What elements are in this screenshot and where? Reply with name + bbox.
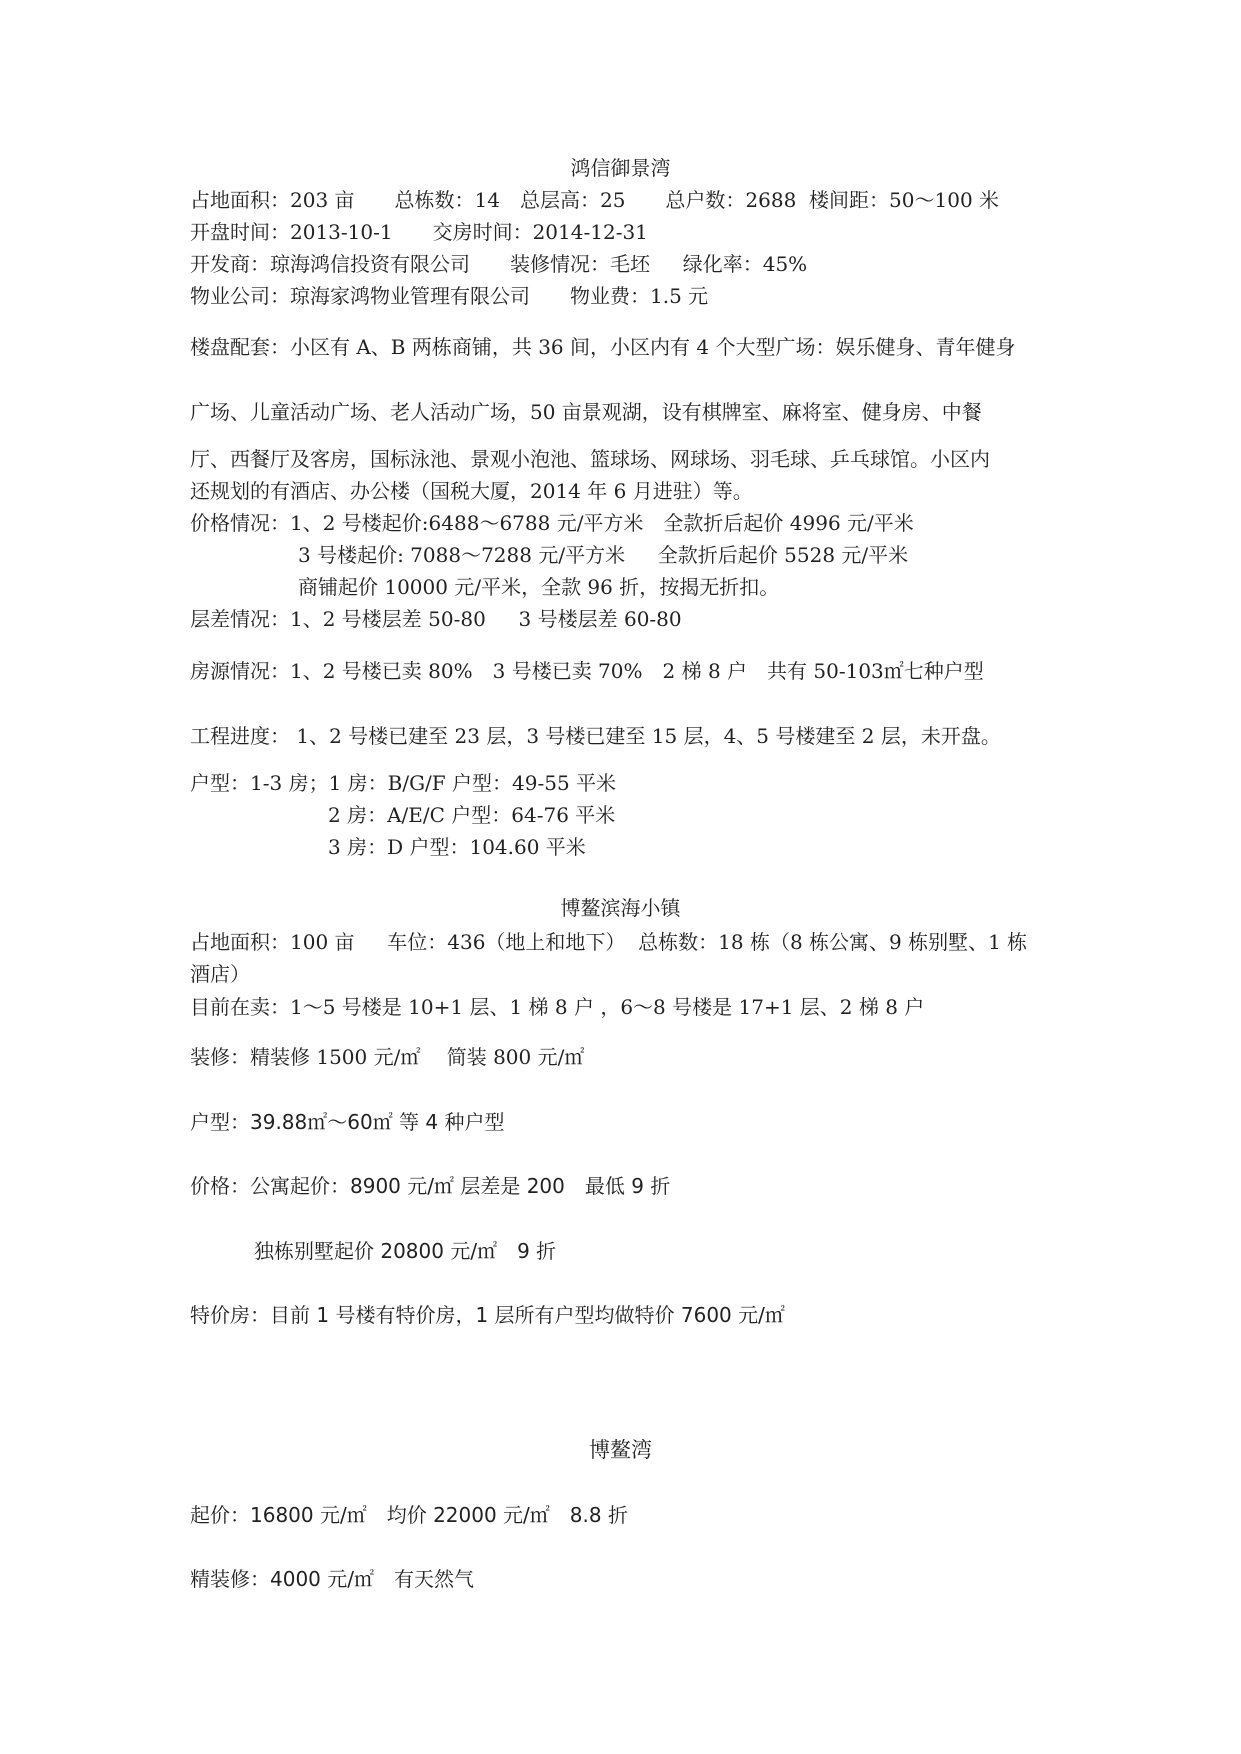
text-line: 3 号楼起价: 7088～7288 元/平方米 全款折后起价 5528 元/平米	[298, 543, 909, 567]
text-line: 酒店）	[190, 962, 250, 986]
text-line: 价格情况：1、2 号楼起价:6488～6788 元/平方米 全款折后起价 4996 元/平米	[190, 511, 914, 535]
text-line: 商铺起价 10000 元/平米，全款 96 折，按揭无折扣。	[298, 575, 780, 599]
text-line: 占地面积：203 亩 总栋数：14 总层高：25 总户数：2688 楼间距：50～100 米	[190, 188, 1000, 212]
text-line: 物业公司：琼海家鸿物业管理有限公司 物业费：1.5 元	[190, 284, 709, 308]
section-title-boao-binhai: 博鳌滨海小镇	[560, 896, 681, 920]
text-line: 占地面积：100 亩 车位：436（地上和地下） 总栋数：18 栋（8 栋公寓、9 栋别墅、1 栋	[190, 930, 1028, 954]
section-title-boao-bay: 博鳌湾	[589, 1438, 652, 1462]
text-line: 楼盘配套：小区有 A、B 两栋商铺，共 36 间，小区内有 4 个大型广场：娱乐健身、青年健身	[190, 335, 1016, 359]
text-line: 特价房：目前 1 号楼有特价房，1 层所有户型均做特价 7600 元/㎡	[190, 1303, 785, 1327]
text-line: 房源情况：1、2 号楼已卖 80% 3 号楼已卖 70% 2 梯 8 户 共有 50-103㎡七种户型	[190, 659, 984, 683]
text-line: 价格：公寓起价：8900 元/㎡ 层差是 200 最低 9 折	[190, 1174, 671, 1198]
text-line: 厅、西餐厅及客房，国标泳池、景观小泡池、篮球场、网球场、羽毛球、乒乓球馆。小区内	[190, 447, 990, 471]
text-line: 开盘时间：2013-10-1 交房时间：2014-12-31	[190, 220, 648, 244]
text-line: 工程进度： 1、2 号楼已建至 23 层，3 号楼已建至 15 层，4、5 号楼建至 2 层，未开盘。	[190, 724, 1001, 748]
text-line: 独栋别墅起价 20800 元/㎡ 9 折	[254, 1239, 557, 1263]
text-line: 起价：16800 元/㎡ 均价 22000 元/㎡ 8.8 折	[190, 1503, 628, 1527]
text-line: 2 房：A/E/C 户型：64-76 平米	[328, 803, 616, 827]
text-line: 开发商：琼海鸿信投资有限公司 装修情况：毛坯 绿化率：45%	[190, 252, 808, 276]
text-line: 广场、儿童活动广场、老人活动广场，50 亩景观湖，设有棋牌室、麻将室、健身房、中餐	[190, 400, 982, 424]
text-line: 装修：精装修 1500 元/㎡ 简装 800 元/㎡	[190, 1045, 585, 1069]
section-title-hongxin: 鸿信御景湾	[570, 156, 671, 180]
text-line: 还规划的有酒店、办公楼（国税大厦，2014 年 6 月进驻）等。	[190, 479, 753, 503]
text-line: 3 房：D 户型：104.60 平米	[328, 835, 586, 859]
text-line: 目前在卖：1～5 号楼是 10+1 层、1 梯 8 户 ，6～8 号楼是 17+1 层、2 梯 8 户	[190, 995, 925, 1019]
text-line: 精装修：4000 元/㎡ 有天然气	[190, 1567, 474, 1591]
text-line: 层差情况：1、2 号楼层差 50-80 3 号楼层差 60-80	[190, 607, 682, 631]
text-line: 户型：1-3 房；1 房：B/G/F 户型：49-55 平米	[190, 771, 617, 795]
text-line: 户型：39.88㎡～60㎡ 等 4 种户型	[190, 1110, 505, 1134]
